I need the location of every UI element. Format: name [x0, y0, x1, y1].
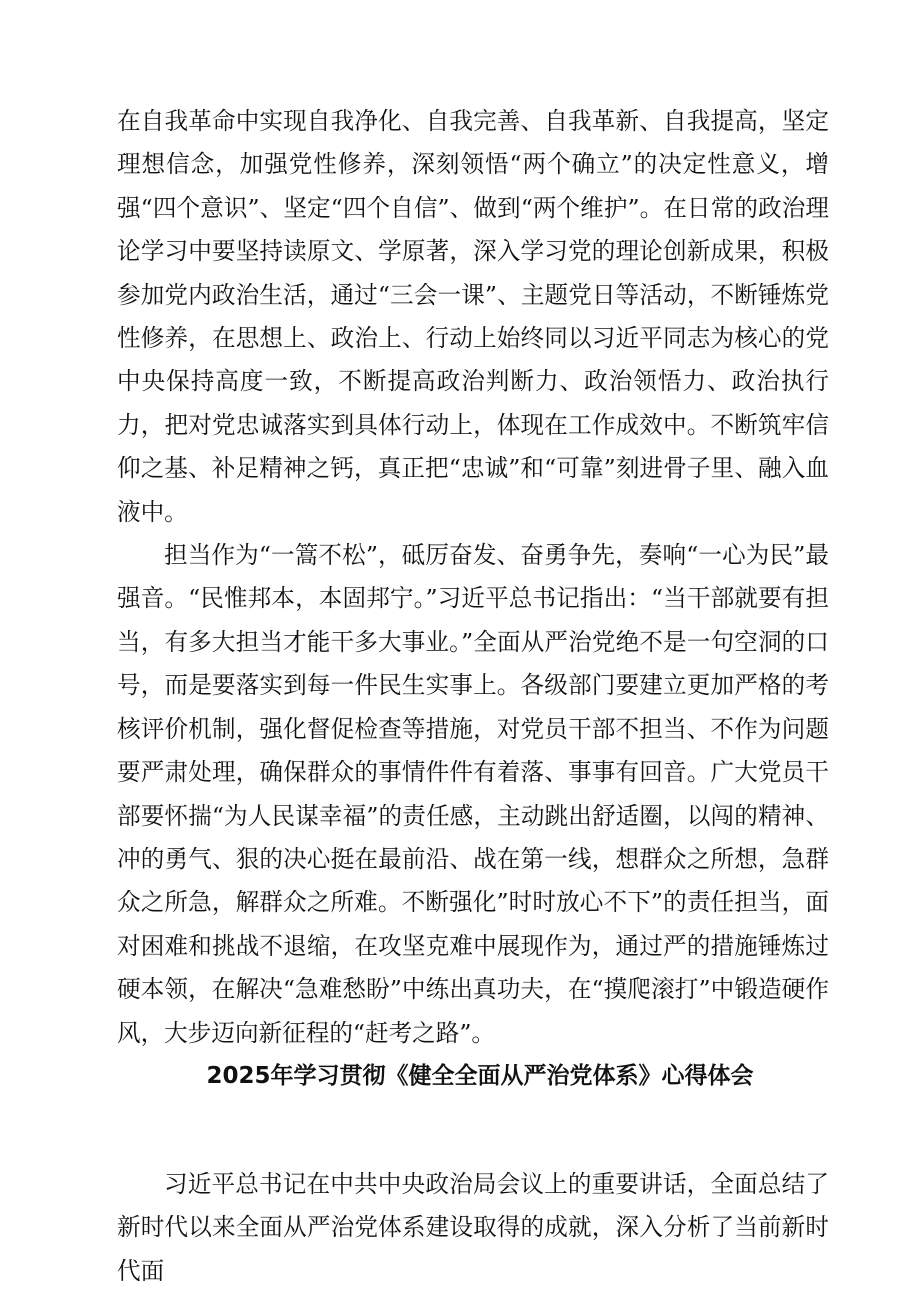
section-title: 2025年学习贯彻《健全全面从严治党体系》心得体会 [206, 1062, 754, 1089]
body-paragraph: 习近平总书记在中共中央政治局会议上的重要讲话，全面总结了新时代以来全面从严治党体系建设取得的成就，深入分析了当前新时代面 [117, 1169, 829, 1285]
body-paragraph: 在自我革命中实现自我净化、自我完善、自我革新、自我提高，坚定理想信念，加强党性修养，深刻领悟“两个确立”的决定性意义，增强“四个意识”、坚定“四个自信”、做到“两个维护”。在日常的政治理论学习中要坚持读原文、学原著，深入学习党的理论创新成果，积极参加党内政治生活，通过“三会一课”、主题党日等活动，不断锤炼党性修养，在思想上、政治上、行动上始终同以习近平同志为核心的党中央保持高度一致，不断提高政治判断力、政治领悟力、政治执行力，把对党忠诚落实到具体行动上，体现在工作成效中。不断筑牢信仰之基、补足精神之钙，真正把“忠诚”和“可靠”刻进骨子里、融入血液中。 [117, 107, 829, 526]
spacer [117, 1098, 829, 1163]
body-paragraph: 担当作为“一篙不松”，砥厉奋发、奋勇争先，奏响“一心为民”最强音。“民惟邦本，本固邦宁。”习近平总书记指出：“当干部就要有担当，有多大担当才能干多大事业。”全面从严治党绝不是一句空洞的口号，而是要落实到每一件民生实事上。各级部门要建立更加严格的考核评价机制，强化督促检查等措施，对党员干部不担当、不作为问题要严肃处理，确保群众的事情件件有着落、事事有回音。广大党员干部要怀揣“为人民谋幸福”的责任感，主动跳出舒适圈，以闯的精神、冲的勇气、狠的决心挺在最前沿、战在第一线，想群众之所想，急群众之所急，解群众之所难。不断强化”时时放心不下”的责任担当，面对困难和挑战不退缩，在攻坚克难中展现作为，通过严的措施锤炼过硬本领，在解决“急难愁盼”中练出真功夫，在“摸爬滚打”中锻造硬作风，大步迈向新征程的“赶考之路”。 [117, 541, 829, 1047]
document-page [117, 100, 829, 1293]
